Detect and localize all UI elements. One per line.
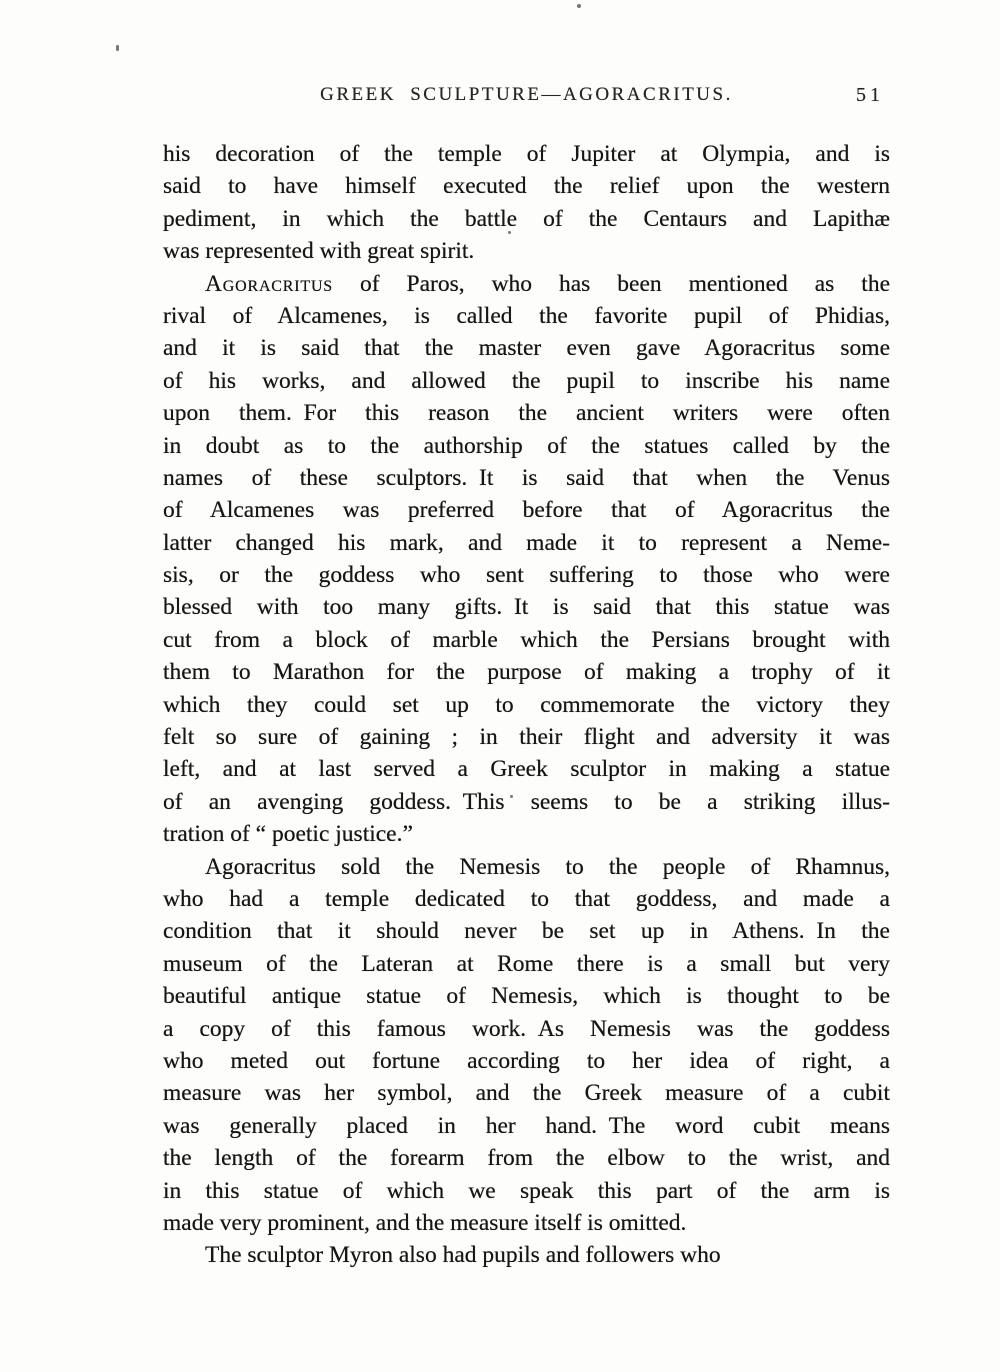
paragraph bbox=[163, 268, 890, 851]
text-line: upon them. For this reason the ancient writers were often bbox=[163, 400, 890, 427]
running-title: GREEK SCULPTURE—AGORACRITUS. bbox=[320, 84, 733, 105]
text-line: blessed with too many gifts. It is said that this statue was bbox=[163, 594, 890, 621]
text-line: tration of “ poetic justice.” bbox=[163, 821, 413, 848]
text-line: rival of Alcamenes, is called the favorite pupil of Phidias, bbox=[163, 302, 890, 329]
text-line: sis, or the goddess who sent suffering to those who were bbox=[163, 559, 890, 591]
text-line: pediment, in which the battle of the Centaurs and Lapithæ bbox=[163, 205, 890, 232]
text-line: was generally placed in her hand. The word cubit means bbox=[163, 1112, 890, 1139]
text-line: in doubt as to the authorship of the statues called by the bbox=[163, 432, 890, 459]
text-line: made very prominent, and the measure itself is omitted. bbox=[163, 1207, 890, 1239]
page-number: 51 bbox=[856, 84, 884, 106]
text-line: in this statue of which we speak this part of the arm is bbox=[163, 1177, 890, 1204]
text-line: museum of the Lateran at Rome there is a small but very bbox=[163, 950, 890, 977]
page-header bbox=[163, 84, 890, 110]
text-line: who meted out fortune according to her idea of right, a bbox=[163, 1047, 890, 1074]
text-line: cut from a block of marble which the Persians brought with bbox=[163, 624, 890, 656]
text-line: Agoracritus sold the Nemesis to the people of Rhamnus, bbox=[205, 853, 890, 880]
scan-speck bbox=[577, 4, 581, 8]
text-line: said to have himself executed the relief upon the western bbox=[163, 170, 890, 202]
text-line: left, and at last served a Greek sculptor in making a statue bbox=[163, 753, 890, 785]
text-line: The sculptor Myron also had pupils and followers who bbox=[205, 1242, 721, 1269]
text-line: condition that it should never be set up in Athens. In the bbox=[163, 915, 890, 947]
text-line: measure was her symbol, and the Greek measure of a cubit bbox=[163, 1080, 890, 1107]
text-line: the length of the forearm from the elbow to the wrist, and bbox=[163, 1145, 890, 1172]
paragraph bbox=[163, 851, 890, 1240]
page-body bbox=[163, 138, 890, 1272]
text-line: of Alcamenes was preferred before that of Agoracritus the bbox=[163, 494, 890, 526]
text-line: latter changed his mark, and made it to represent a Neme- bbox=[163, 529, 890, 556]
text-line: of an avenging goddess. This seems to be a striking illus- bbox=[163, 788, 890, 815]
smallcaps-text: Agoracritus bbox=[205, 270, 334, 297]
text-line: names of these sculptors. It is said that when the Venus bbox=[163, 464, 890, 491]
text-line: which they could set up to commemorate the victory they bbox=[163, 691, 890, 718]
text-line: his decoration of the temple of Jupiter at Olympia, and is bbox=[163, 138, 890, 170]
scan-speck bbox=[116, 45, 119, 51]
text-line: them to Marathon for the purpose of making a trophy of it bbox=[163, 659, 890, 686]
paragraph bbox=[163, 138, 890, 268]
text-line: a copy of this famous work. As Nemesis was the goddess bbox=[163, 1013, 890, 1045]
text-line: Agoracritus of Paros, who has been mentioned as the bbox=[205, 270, 890, 297]
text-line: who had a temple dedicated to that goddess, and made a bbox=[163, 885, 890, 912]
text-line: of his works, and allowed the pupil to inscribe his name bbox=[163, 365, 890, 397]
paragraph bbox=[163, 1239, 890, 1271]
text-line: was represented with great spirit. bbox=[163, 238, 475, 265]
text-line: and it is said that the master even gave Agoracritus some bbox=[163, 335, 890, 362]
text-line: beautiful antique statue of Nemesis, which is thought to be bbox=[163, 983, 890, 1010]
text-line: felt so sure of gaining ; in their flight and adversity it was bbox=[163, 724, 890, 751]
